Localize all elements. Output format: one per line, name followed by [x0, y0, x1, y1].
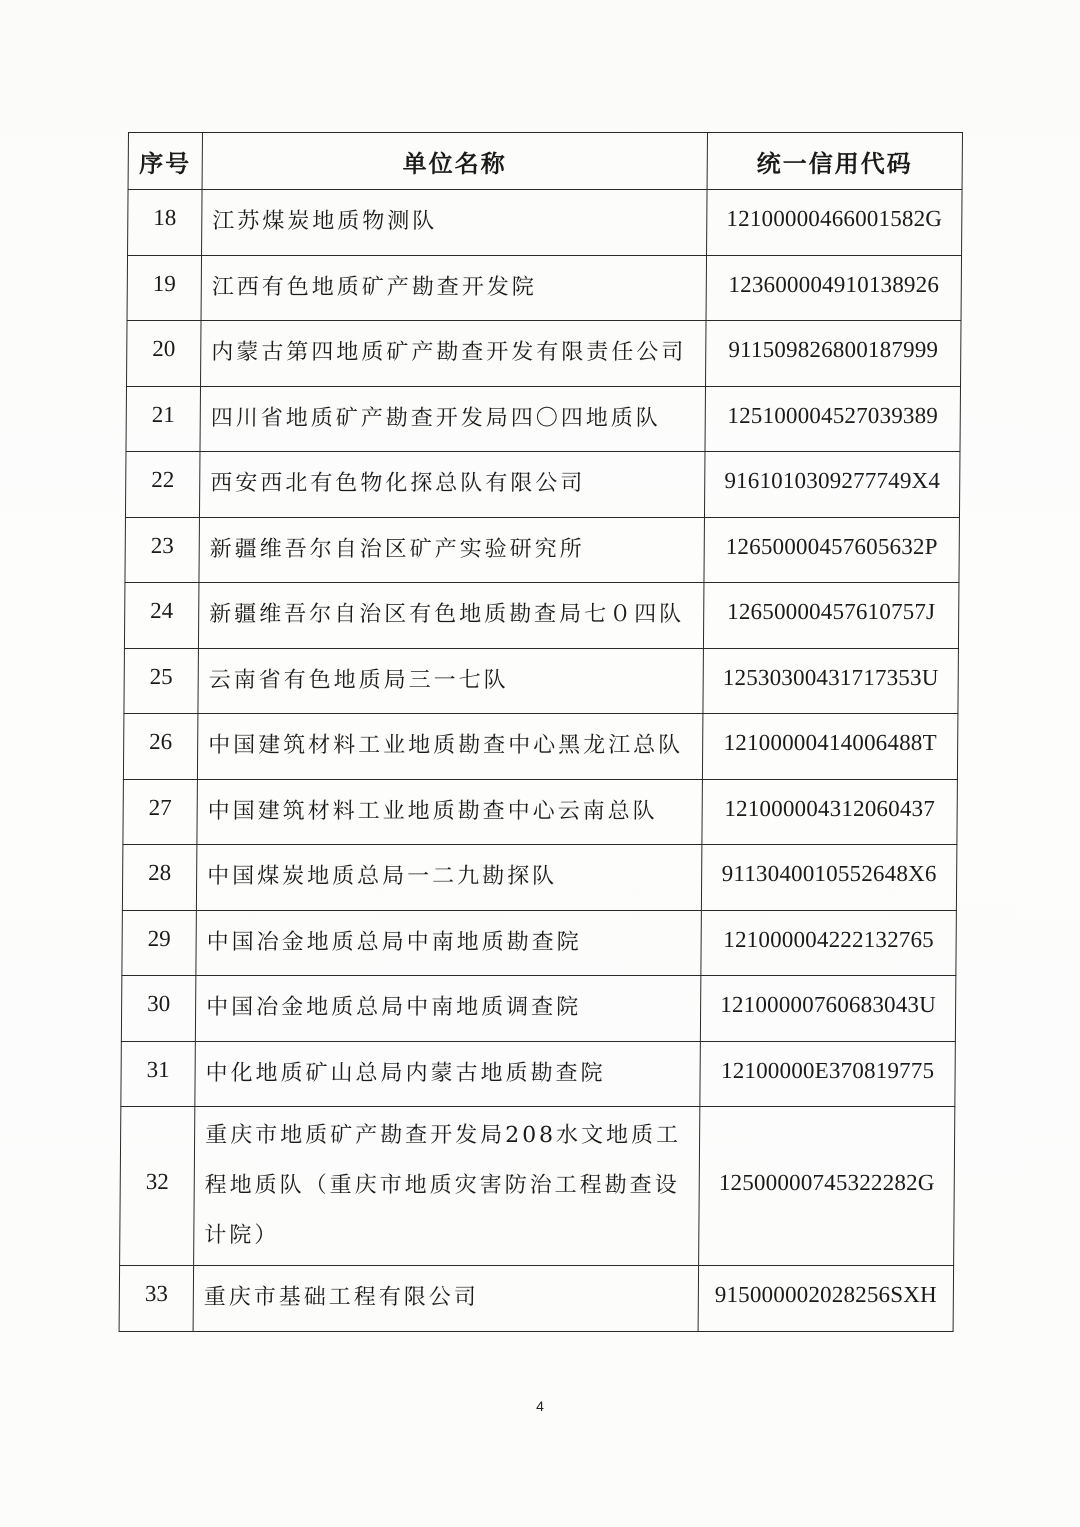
row-unit-name: 中化地质矿山总局内蒙古地质勘查院: [195, 1041, 701, 1107]
row-unit-name: 江西有色地质矿产勘查开发院: [201, 255, 707, 321]
row-credit-code: 9161010309277749X4: [704, 452, 960, 518]
row-unit-name: 江苏煤炭地质物测队: [202, 190, 708, 256]
row-serial-number: 18: [128, 190, 203, 256]
row-unit-name: 中国冶金地质总局中南地质勘查院: [196, 910, 702, 976]
row-credit-code: 123600004910138926: [706, 255, 962, 321]
row-credit-code: 125100004527039389: [705, 386, 961, 452]
table-header-row: [128, 133, 962, 190]
page-number: 4: [536, 1398, 544, 1414]
table-row: [128, 190, 963, 256]
row-credit-code: 915000002028256SXH: [698, 1266, 954, 1332]
row-serial-number: 22: [125, 452, 200, 518]
row-unit-name: 中国冶金地质总局中南地质调查院: [195, 976, 701, 1042]
table-row: [123, 779, 958, 845]
header-serial-number: 序号: [128, 133, 202, 190]
table-row: [125, 517, 960, 583]
row-credit-code: 12100000E370819775: [700, 1041, 956, 1107]
table-row: [121, 1041, 956, 1107]
row-credit-code: 9113040010552648X6: [701, 845, 957, 911]
row-serial-number: 19: [127, 255, 202, 321]
table-row: [121, 976, 956, 1042]
row-serial-number: 32: [120, 1107, 195, 1266]
row-credit-code: 911509826800187999: [706, 321, 962, 387]
table-row: [124, 648, 959, 714]
row-unit-name: 云南省有色地质局三一七队: [198, 648, 704, 714]
table-row: [126, 386, 961, 452]
header-credit-code: 统一信用代码: [707, 133, 962, 190]
row-credit-code: 121000004312060437: [702, 779, 958, 845]
row-credit-code: 12100000466001582G: [707, 190, 963, 256]
unit-table-container: [119, 132, 962, 1332]
table-row: [122, 910, 957, 976]
header-unit-name: 单位名称: [202, 133, 707, 190]
table-body: [119, 190, 962, 1332]
row-unit-name: 中国建筑材料工业地质勘查中心云南总队: [197, 779, 703, 845]
table-row: [120, 1107, 955, 1266]
row-unit-name: 新疆维吾尔自治区有色地质勘查局七０四队: [198, 583, 704, 649]
row-credit-code: 12100000414006488T: [702, 714, 958, 780]
row-unit-name: 重庆市地质矿产勘查开发局208水文地质工程地质队（重庆市地质灾害防治工程勘查设计院）: [194, 1107, 700, 1266]
table-row: [127, 321, 962, 387]
row-serial-number: 23: [125, 517, 200, 583]
row-serial-number: 21: [126, 386, 201, 452]
row-credit-code: 121000004222132765: [701, 910, 957, 976]
row-credit-code: 12650000457605632P: [704, 517, 960, 583]
row-unit-name: 四川省地质矿产勘查开发局四〇四地质队: [200, 386, 706, 452]
row-serial-number: 30: [121, 976, 196, 1042]
unit-credit-code-table: [119, 132, 963, 1332]
table-row: [123, 714, 958, 780]
row-serial-number: 26: [123, 714, 198, 780]
row-serial-number: 27: [123, 779, 198, 845]
row-serial-number: 31: [121, 1041, 196, 1107]
row-credit-code: 12530300431717353U: [703, 648, 959, 714]
table-row: [125, 452, 960, 518]
table-row: [122, 845, 957, 911]
row-serial-number: 24: [124, 583, 199, 649]
row-unit-name: 中国建筑材料工业地质勘查中心黑龙江总队: [197, 714, 703, 780]
table-row: [127, 255, 962, 321]
row-serial-number: 28: [122, 845, 197, 911]
row-unit-name: 中国煤炭地质总局一二九勘探队: [196, 845, 702, 911]
row-credit-code: 12650000457610757J: [703, 583, 959, 649]
row-credit-code: 12100000760683043U: [700, 976, 956, 1042]
row-unit-name: 内蒙古第四地质矿产勘查开发有限责任公司: [201, 321, 707, 387]
row-serial-number: 33: [119, 1266, 194, 1332]
table-row: [124, 583, 959, 649]
table-row: [119, 1266, 954, 1332]
row-serial-number: 20: [127, 321, 202, 387]
row-credit-code: 12500000745322282G: [699, 1107, 955, 1266]
row-serial-number: 25: [124, 648, 199, 714]
row-unit-name: 西安西北有色物化探总队有限公司: [199, 452, 705, 518]
row-serial-number: 29: [122, 910, 197, 976]
row-unit-name: 重庆市基础工程有限公司: [193, 1266, 699, 1332]
row-unit-name: 新疆维吾尔自治区矿产实验研究所: [199, 517, 705, 583]
